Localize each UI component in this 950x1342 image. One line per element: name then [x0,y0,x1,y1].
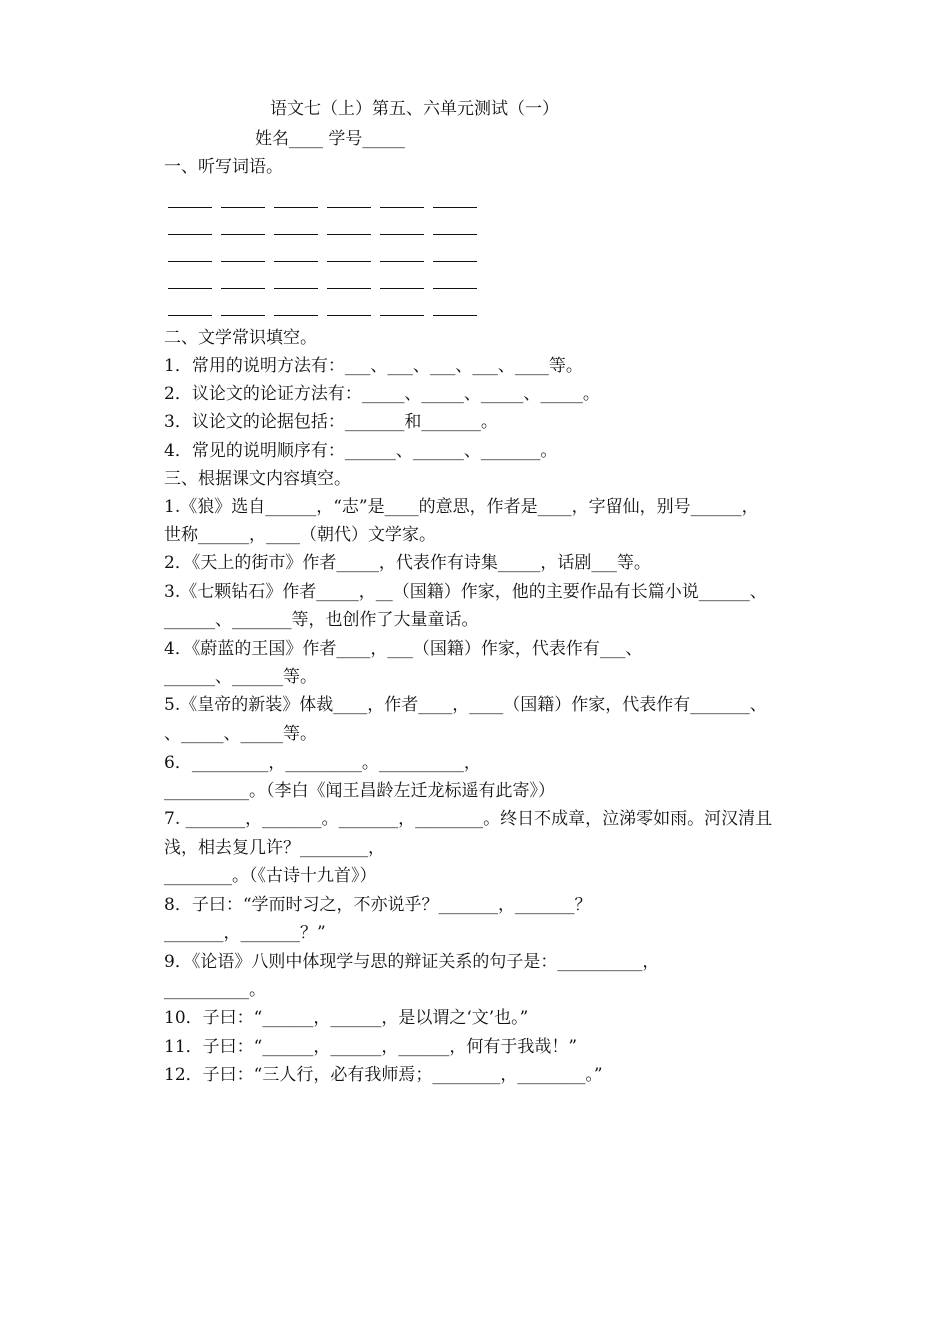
blank[interactable] [380,191,424,208]
blank[interactable] [380,245,424,262]
blank[interactable] [433,299,477,316]
blank[interactable] [327,191,371,208]
blank[interactable] [274,191,318,208]
question: 1.《狼》选自______，“志”是____的意思，作者是____，字留仙，别号______， [164,497,759,517]
blank[interactable] [274,245,318,262]
blank[interactable] [433,191,477,208]
blank[interactable] [433,218,477,235]
blank[interactable] [327,299,371,316]
blank[interactable] [221,299,265,316]
blank[interactable] [168,245,212,262]
blank[interactable] [168,191,212,208]
blank[interactable] [221,272,265,289]
blank[interactable] [168,299,212,316]
dictation-row [168,215,488,237]
question: 5.《皇帝的新装》体裁____，作者____，____（国籍）作家，代表作有_______、 [164,695,767,715]
dictation-row [168,188,488,210]
dictation-row [168,269,488,291]
question-continued: _______，_______？” [164,923,326,943]
blank[interactable] [274,218,318,235]
question: 2．《天上的街市》作者_____，代表作有诗集_____，话剧___等。 [164,553,651,573]
question-continued: 世称______，____（朝代）文学家。 [164,525,436,545]
question: 3．议论文的论据包括：_______和_______。 [164,412,498,432]
blank[interactable] [327,272,371,289]
question: 2．议论文的论证方法有：_____、_____、_____、_____。 [164,384,600,404]
question-continued: ______、______等。 [164,667,317,687]
blank[interactable] [274,299,318,316]
question: 12．子曰：“三人行，必有我师焉；________，________。” [164,1065,603,1085]
question-continued: 浅，相去复几许？________， [164,838,385,858]
question: 3.《七颗钻石》作者_____，__（国籍）作家，他的主要作品有长篇小说______、 [164,582,767,602]
dictation-row [168,296,488,318]
question: 10．子曰：“______，______，是以谓之‘文’也。” [164,1008,529,1028]
question: 4．《蔚蓝的王国》作者____，___（国籍）作家，代表作有___、 [164,639,643,659]
question-continued: ______、_______等，也创作了大量童话。 [164,610,479,630]
blank[interactable] [221,191,265,208]
blank[interactable] [221,245,265,262]
blank[interactable] [168,218,212,235]
blank[interactable] [221,218,265,235]
blank[interactable] [327,245,371,262]
blank[interactable] [380,299,424,316]
question: 11．子曰：“______，______，______，何有于我哉！” [164,1037,578,1057]
question-continued: 、_____、_____等。 [164,724,317,744]
section-1-heading: 一、听写词语。 [164,157,283,177]
blank[interactable] [168,272,212,289]
question-continued: __________。（李白《闻王昌龄左迁龙标遥有此寄》） [164,781,555,801]
page-title: 语文七（上）第五、六单元测试（一） [270,99,559,119]
section-3-heading: 三、根据课文内容填空。 [164,469,351,489]
question-continued: ________。（《古诗十九首》） [164,866,377,886]
question-continued: __________。 [164,980,266,1000]
question: 1．常用的说明方法有：___、___、___、___、____等。 [164,356,583,376]
blank[interactable] [433,245,477,262]
question: 4．常见的说明顺序有：______、______、_______。 [164,441,558,461]
question: 8．子曰：“学而时习之，不亦说乎？_______，_______？ [164,895,592,915]
dictation-row [168,242,488,264]
question: 6．_________，_________。__________， [164,753,481,773]
blank[interactable] [433,272,477,289]
question: 9．《论语》八则中体现学与思的辩证关系的句子是：__________， [164,952,660,972]
blank[interactable] [274,272,318,289]
section-2-heading: 二、文学常识填空。 [164,328,317,348]
blank[interactable] [327,218,371,235]
name-id-row: 姓名____ 学号_____ [255,129,405,149]
blank[interactable] [380,272,424,289]
blank[interactable] [380,218,424,235]
question: 7. _______，_______。_______，________。终日不成章，泣涕零如雨。河汉清且 [164,809,773,829]
